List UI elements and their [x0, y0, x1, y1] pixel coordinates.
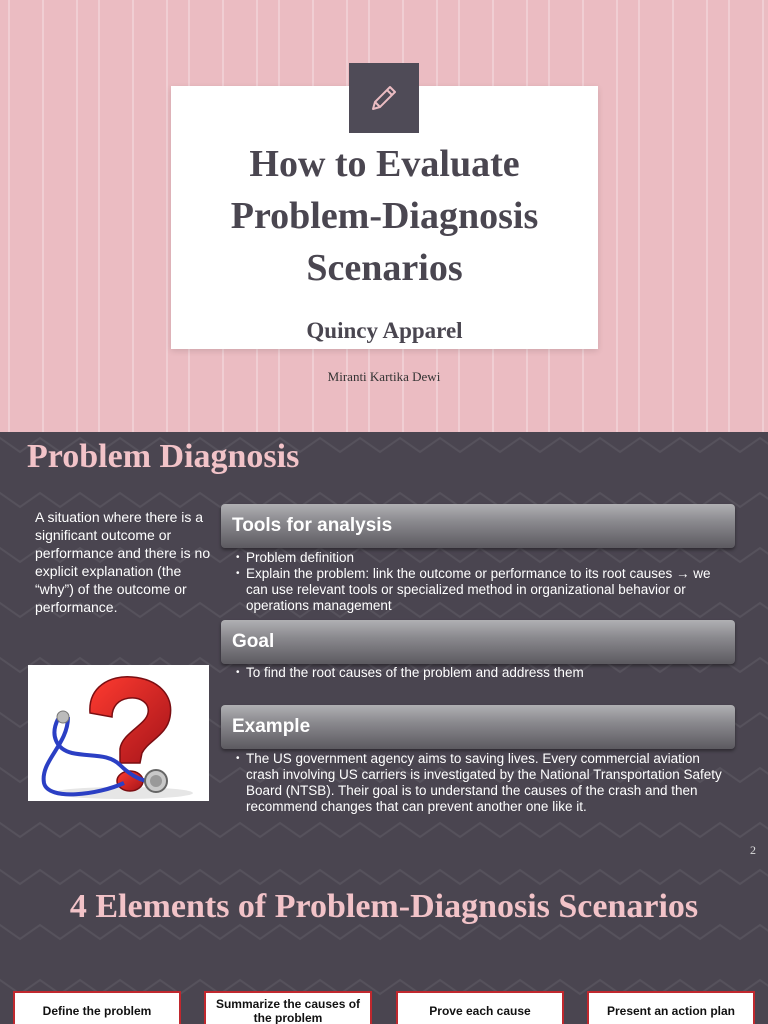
author-name: Miranti Kartika Dewi	[327, 369, 441, 384]
pencil-icon-box	[349, 63, 419, 133]
title-slide	[0, 0, 768, 432]
section-header: Tools for analysis	[221, 504, 735, 548]
section-header: Goal	[221, 620, 735, 664]
background-stripe	[42, 0, 44, 432]
title-line-2: Problem-Diagnosis	[230, 195, 539, 237]
background-stripe	[132, 0, 134, 432]
elements-slide	[0, 864, 768, 1024]
background-stripe	[762, 0, 764, 432]
slide-title: Problem Diagnosis	[27, 438, 300, 475]
background-stripe	[616, 0, 618, 432]
definition-text: A situation where there is a significant outcome or performance and there is no explicit explanation (the “why”) of the outcome or performance.	[35, 509, 211, 615]
bullet-item: • Problem definition	[236, 550, 726, 566]
element-box: Prove each cause	[396, 991, 564, 1024]
question-mark-image	[28, 665, 209, 801]
title-line-3: Scenarios	[306, 247, 463, 289]
question-mark-stethoscope-icon	[28, 665, 209, 801]
section-bullets	[236, 751, 726, 815]
background-stripe	[76, 0, 78, 432]
slide-title: 4 Elements of Problem-Diagnosis Scenarios	[69, 888, 699, 925]
section-bullets	[236, 665, 726, 681]
element-box: Define the problem	[13, 991, 181, 1024]
page-number: 2	[750, 843, 756, 857]
section-bullets	[236, 550, 726, 614]
section-header: Example	[221, 705, 735, 749]
background-stripe	[638, 0, 640, 432]
bullet-item: • Explain the problem: link the outcome or performance to its root causes → we can use relevant tools or specialized method in organizational behavior or operations management	[236, 566, 726, 614]
slide-title	[171, 138, 598, 294]
background-stripe	[706, 0, 708, 432]
bullet-item: • To find the root causes of the problem and address them	[236, 665, 726, 681]
background-stripe	[672, 0, 674, 432]
title-line-1: How to Evaluate	[249, 143, 520, 185]
background-stripe	[728, 0, 730, 432]
element-box: Summarize the causes of the problem	[204, 991, 372, 1024]
element-box: Present an action plan	[587, 991, 755, 1024]
problem-diagnosis-slide	[0, 432, 768, 864]
pencil-icon	[367, 81, 401, 115]
bullet-item: • The US government agency aims to saving lives. Every commercial aviation crash involving US carriers is investigated by the National Transportation Safety Board (NTSB). Their goal is to understand the causes of the crash and then recommend changes that can prevent another one like it.	[236, 751, 726, 815]
background-stripe	[98, 0, 100, 432]
slide-subtitle: Quincy Apparel	[306, 318, 463, 343]
background-stripe	[8, 0, 10, 432]
background-stripe	[166, 0, 168, 432]
